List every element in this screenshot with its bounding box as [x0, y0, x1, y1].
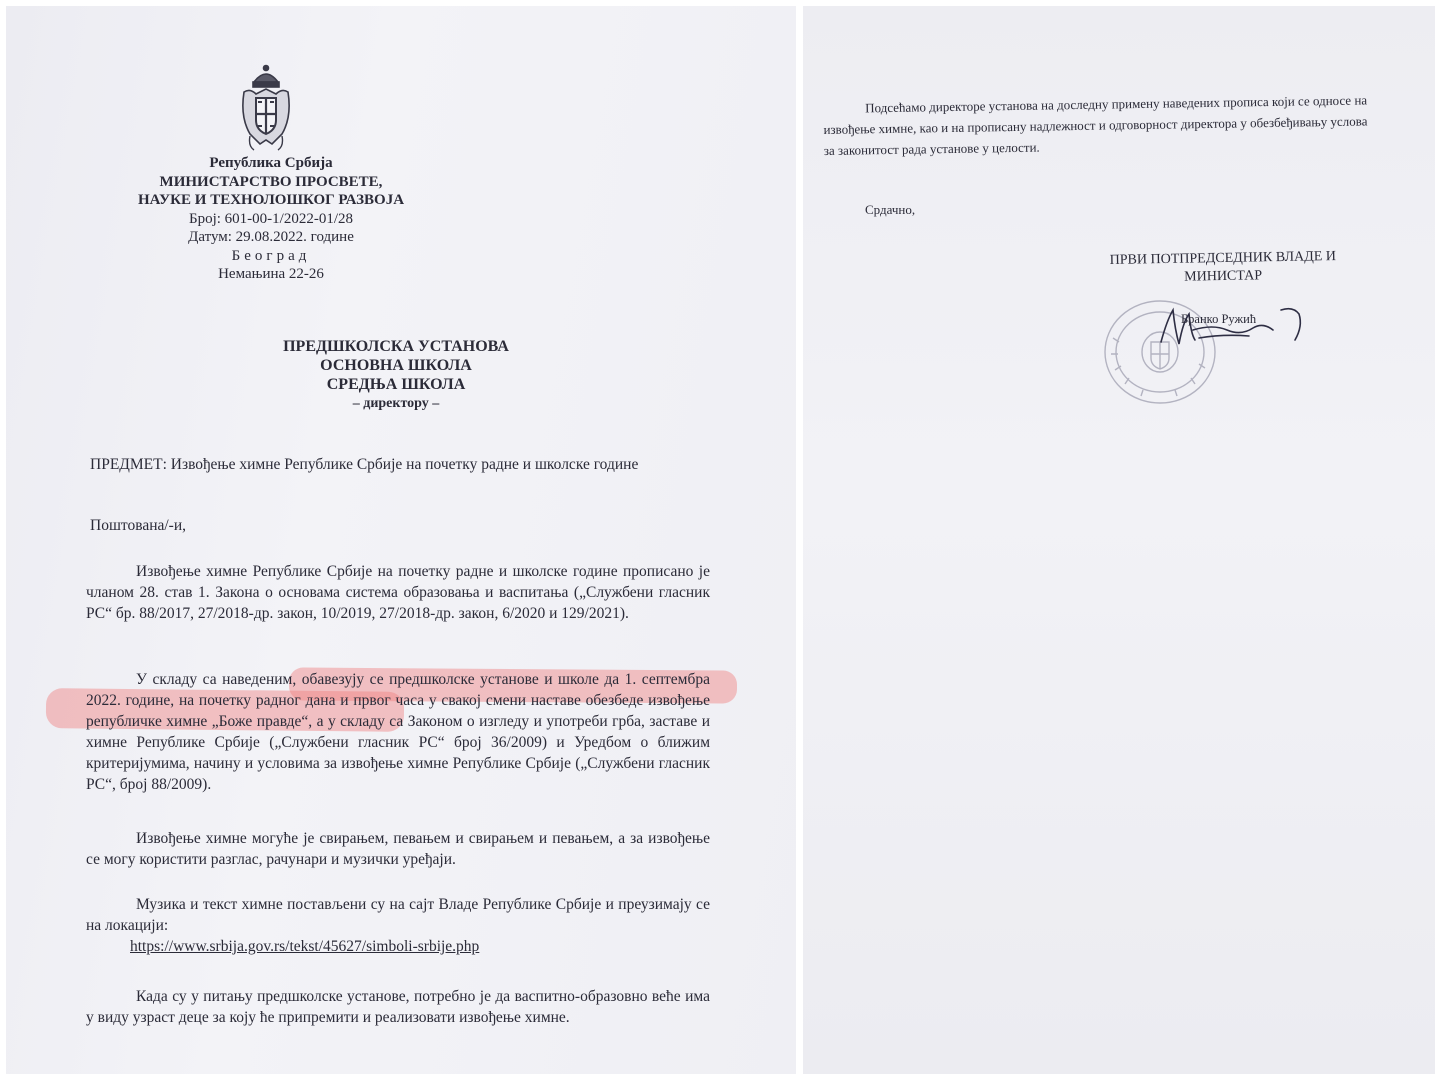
- document-number: Број: 601-00-1/2022-01/28: [188, 210, 354, 227]
- recipient-line-2: ОСНОВНА ШКОЛА: [320, 357, 472, 374]
- paragraph-4: [86, 894, 710, 957]
- paragraph-3: [86, 828, 710, 870]
- paragraph-3-text: Извођење химне могуће је свирањем, певањем и свирањем и певањем, а за извођење се могу користити разглас, рачунари и музички уређаји.: [86, 830, 710, 868]
- ministry-name-line-2: НАУКЕ И ТЕХНОЛОШКОГ РАЗВОЈА: [137, 192, 405, 208]
- paragraph-5: [86, 986, 710, 1028]
- reminder-paragraph-text: Подсећамо директоре установа на доследну примену наведених прописа који се односе на извођење химне, као и на прописану надлежност и одговорност директора у обезбеђивању услова за законитост рада установе у целости.: [823, 92, 1368, 158]
- letter-page-2: [803, 6, 1435, 1074]
- paragraph-5-text: Када су у питању предшколске установе, потребно је да васпитно-образовно веће има у виду узраст деце за коју ће припремити и реализовати извођење химне.: [86, 988, 710, 1026]
- signatory-title-line-2: МИНИСТАР: [1184, 268, 1263, 285]
- city: Београд: [231, 247, 311, 264]
- signatory-title: [1093, 248, 1354, 289]
- recipient-line-3: СРЕДЊА ШКОЛА: [326, 376, 466, 393]
- serbian-coat-of-arms-icon: [236, 62, 296, 154]
- paragraph-2-end: , а у складу са Законом о изгледу и употреби грба, заставе и химне Републике Србије („Службени гласник РС“ број 36/2009) и Уредбом о ближим критеријумима, начину и условима за извођење химне Републике Србије („Службени гласник РС“, број 88/2009).: [86, 713, 710, 793]
- recipient-line-1: ПРЕДШКОЛСКА УСТАНОВА: [283, 338, 509, 355]
- salutation: Поштована/-и,: [90, 517, 187, 534]
- paragraph-1: [86, 561, 710, 624]
- paragraph-2: [86, 669, 710, 795]
- republic-name: Република Србија: [209, 155, 333, 171]
- signatory-name: Бранко Ружић: [1181, 312, 1257, 326]
- paragraph-2-text: [86, 669, 710, 795]
- paragraph-2-start: У складу са наведеним,: [136, 671, 302, 688]
- paragraph-1-text: Извођење химне Републике Србије на почетку радне и школске године прописано је чланом 28. став 1. Закона о основама система образовања и васпитања („Службени гласник РС“ бр. 88/2017, 27/2018-др. закон, 10/2019, 27/2018-др. закон, 6/2020 и 129/2021).: [86, 563, 710, 622]
- ministry-name-line-1: МИНИСТАРСТВО ПРОСВЕТЕ,: [159, 173, 383, 190]
- letter-page-1: [6, 6, 796, 1074]
- address: Немањина 22-26: [218, 266, 324, 282]
- sender-header: [96, 154, 446, 284]
- anthem-url-link[interactable]: https://www.srbija.gov.rs/tekst/45627/simboli-srbije.php: [130, 938, 480, 955]
- reminder-paragraph: [823, 89, 1368, 161]
- signatory-title-line-1: ПРВИ ПОТПРЕДСЕДНИК ВЛАДЕ И: [1109, 249, 1337, 268]
- document-date: Датум: 29.08.2022. године: [188, 229, 354, 245]
- recipients-block: [226, 337, 566, 413]
- closing: Срдачно,: [865, 202, 916, 217]
- paragraph-2-highlighted: обавезују се предшколске установе и школе да 1. септембра 2022. године, на почетку радног дана и првог часа у свакој смени наставе обезбеде извођење републичке химне „Боже правде“: [86, 671, 710, 730]
- subject-line: ПРЕДМЕТ: Извођење химне Републике Србије на почетку радне и школске године: [90, 456, 639, 473]
- recipient-line-4: – директору –: [352, 396, 440, 411]
- paragraph-4-text: Музика и текст химне постављени су на сајт Владе Републике Србије и преузимају се на локацији:: [86, 896, 710, 934]
